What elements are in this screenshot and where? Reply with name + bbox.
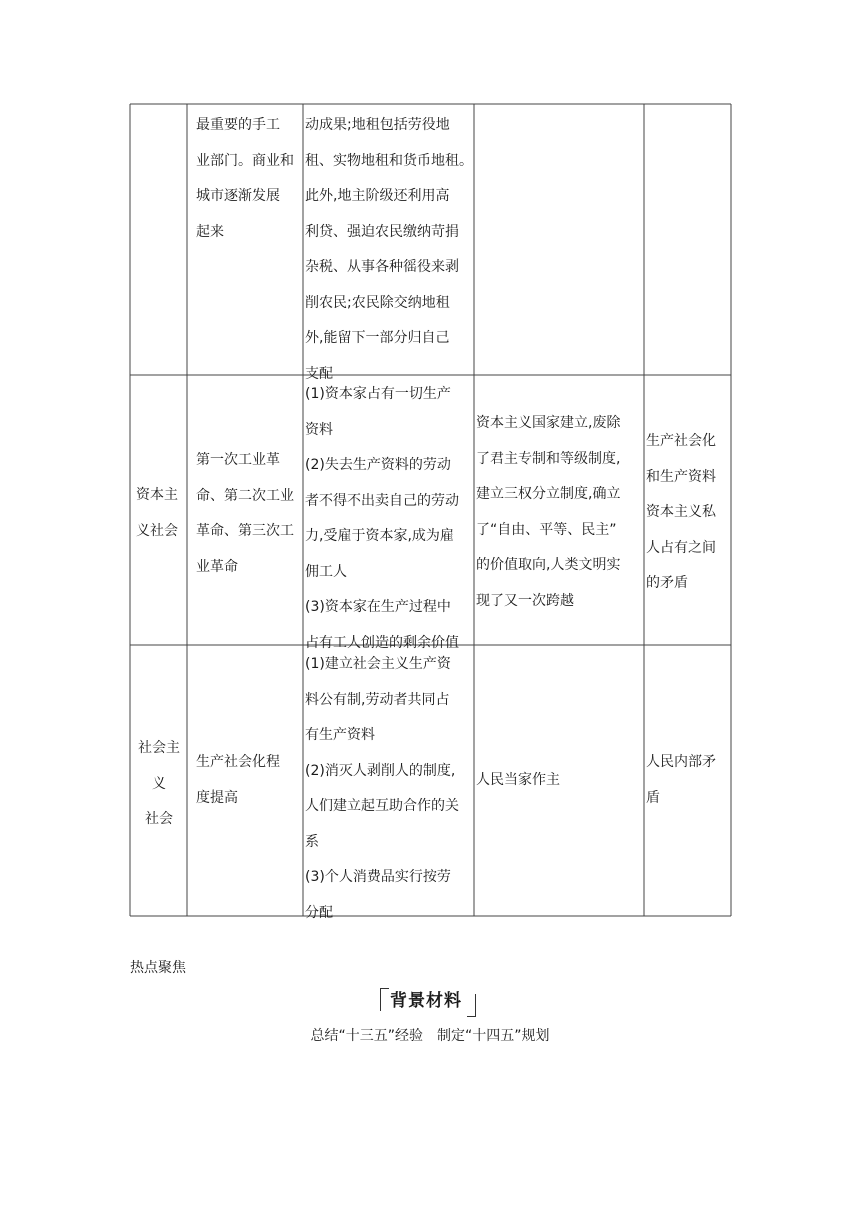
- background-material-label: 背景材料: [390, 991, 462, 1011]
- table-cell-row1-relations: 动成果;地租包括劳役地 租、实物地租和货币地租。 此外,地主阶级还利用高 利贷、强迫农民缴纳苛捐 杂税、从事各种徭役来剥 削农民;农民除交纳地租 外,能留下一部分归自己 支配: [305, 117, 473, 382]
- table-cell-row2-relations: (1)资本家占有一切生产 资料 (2)失去生产资料的劳动 者不得不出卖自己的劳动 力,受雇于资本家,成为雇 佣工人 (3)资本家在生产过程中 占有工人创造的剩余价值: [305, 386, 459, 651]
- left-bracket-icon: [380, 988, 389, 1011]
- table-cell-row3-politics: 人民当家作主: [476, 772, 560, 788]
- subtitle: 总结“十三五”经验 制定“十四五”规划: [310, 1028, 550, 1044]
- table-cell-row2-contradiction: 生产社会化 和生产资料 资本主义私 人占有之间 的矛盾: [646, 433, 716, 591]
- table-cell-row3-relations: (1)建立社会主义生产资 料公有制,劳动者共同占 有生产资料 (2)消灭人剥削人的制度, 人们建立起互助合作的关 系 (3)个人消费品实行按劳 分配: [305, 656, 459, 921]
- table-cell-row2-productivity: 第一次工业革 命、第二次工业 革命、第三次工 业革命: [196, 452, 294, 575]
- table-cell-row2-politics: 资本主义国家建立,废除 了君主专制和等级制度, 建立三权分立制度,确立 了“自由、平等、民主” 的价值取向,人类文明实 现了又一次跨越: [476, 415, 621, 609]
- table-cell-row3-contradiction: 人民内部矛 盾: [646, 754, 716, 806]
- table-cell-row1-productivity: 最重要的手工 业部门。商业和 城市逐渐发展 起来: [196, 117, 294, 240]
- section-heading: 热点聚焦: [130, 960, 186, 976]
- background-material-tag: [380, 988, 476, 1018]
- table-cell-row2-era: 资本主 义社会: [136, 487, 178, 539]
- table-cell-row3-era: 社会主 义 社会: [138, 740, 180, 827]
- table-cell-row3-productivity: 生产社会化程 度提高: [196, 754, 280, 806]
- right-bracket-icon: [467, 994, 476, 1017]
